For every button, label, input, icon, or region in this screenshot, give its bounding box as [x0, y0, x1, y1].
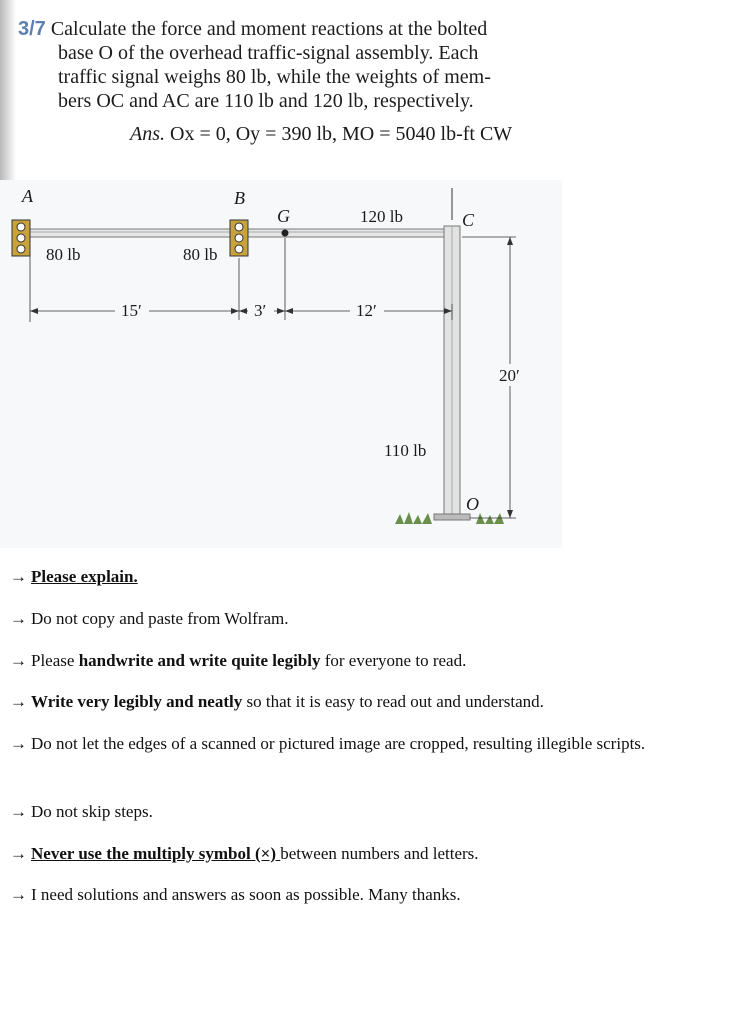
note-3-text-c: for everyone to read.	[320, 651, 467, 670]
weight-a-label: 80 lb	[46, 245, 81, 264]
note-4-text-b: so that it is easy to read out and understand.	[242, 692, 544, 711]
note-3	[10, 650, 710, 672]
arrow-icon: →	[10, 844, 27, 863]
problem-line-2: base O of the overhead traffic-signal assembly. Each	[58, 42, 479, 64]
note-5	[10, 733, 710, 755]
note-2-text: Do not copy and paste from Wolfram.	[31, 609, 289, 628]
answer-text: Ox = 0, Oy = 390 lb, MO = 5040 lb-ft CW	[170, 123, 513, 145]
point-g	[282, 230, 289, 237]
traffic-signal-a	[12, 220, 30, 256]
note-6	[10, 801, 710, 823]
weight-ac-label: 120 lb	[360, 207, 403, 226]
figure-svg	[0, 180, 562, 548]
problem-line-3: traffic signal weighs 80 lb, while the weights of mem-	[58, 66, 491, 88]
weight-oc-label: 110 lb	[384, 441, 427, 460]
problem-line-1: Calculate the force and moment reactions at the bolted	[50, 18, 488, 40]
traffic-signal-b	[230, 220, 248, 256]
answer-line	[130, 123, 512, 146]
problem-number: 3/7	[18, 18, 46, 40]
textbook-scan	[0, 0, 562, 548]
note-5-text: Do not let the edges of a scanned or pictured image are cropped, resulting illegible scripts.	[31, 734, 646, 753]
dimension-gc-label: 12′	[356, 301, 377, 320]
base-plate	[434, 514, 470, 520]
arrow-icon: →	[10, 692, 27, 711]
note-2	[10, 608, 710, 630]
note-7-text-a: Never use the multiply symbol (×)	[31, 844, 281, 863]
note-7	[10, 843, 710, 865]
label-b: B	[234, 188, 245, 208]
arrow-icon: →	[10, 567, 27, 586]
note-8	[10, 884, 710, 906]
arrow-icon: →	[10, 609, 27, 628]
note-1-text: Please explain.	[31, 567, 138, 586]
label-c: C	[462, 210, 475, 230]
note-8-text: I need solutions and answers as soon as possible. Many thanks.	[31, 885, 461, 904]
label-g: G	[277, 206, 290, 226]
note-3-text-a: Please	[31, 651, 79, 670]
arrow-icon: →	[10, 802, 27, 821]
note-7-text-b: between numbers and letters.	[280, 844, 479, 863]
weight-b-label: 80 lb	[183, 245, 218, 264]
arrow-icon: →	[10, 734, 27, 753]
label-o: O	[466, 494, 479, 514]
problem-line-4: bers OC and AC are 110 lb and 120 lb, respectively.	[58, 90, 474, 112]
note-4-text-a: Write very legibly and neatly	[31, 692, 243, 711]
page-edge-shadow	[0, 0, 16, 200]
traffic-signal-figure	[0, 180, 562, 553]
dimension-bg-label: 3′	[254, 301, 267, 320]
label-a: A	[22, 186, 33, 206]
arrow-icon: →	[10, 885, 27, 904]
note-6-text: Do not skip steps.	[31, 802, 153, 821]
arrow-icon: →	[10, 651, 27, 670]
answer-prefix: Ans.	[130, 123, 165, 145]
note-3-text-b: handwrite and write quite legibly	[78, 651, 321, 670]
dimension-ab-label: 15′	[121, 301, 142, 320]
note-4	[10, 691, 710, 713]
dimension-oc-label: 20′	[499, 366, 520, 385]
note-1	[10, 566, 710, 588]
